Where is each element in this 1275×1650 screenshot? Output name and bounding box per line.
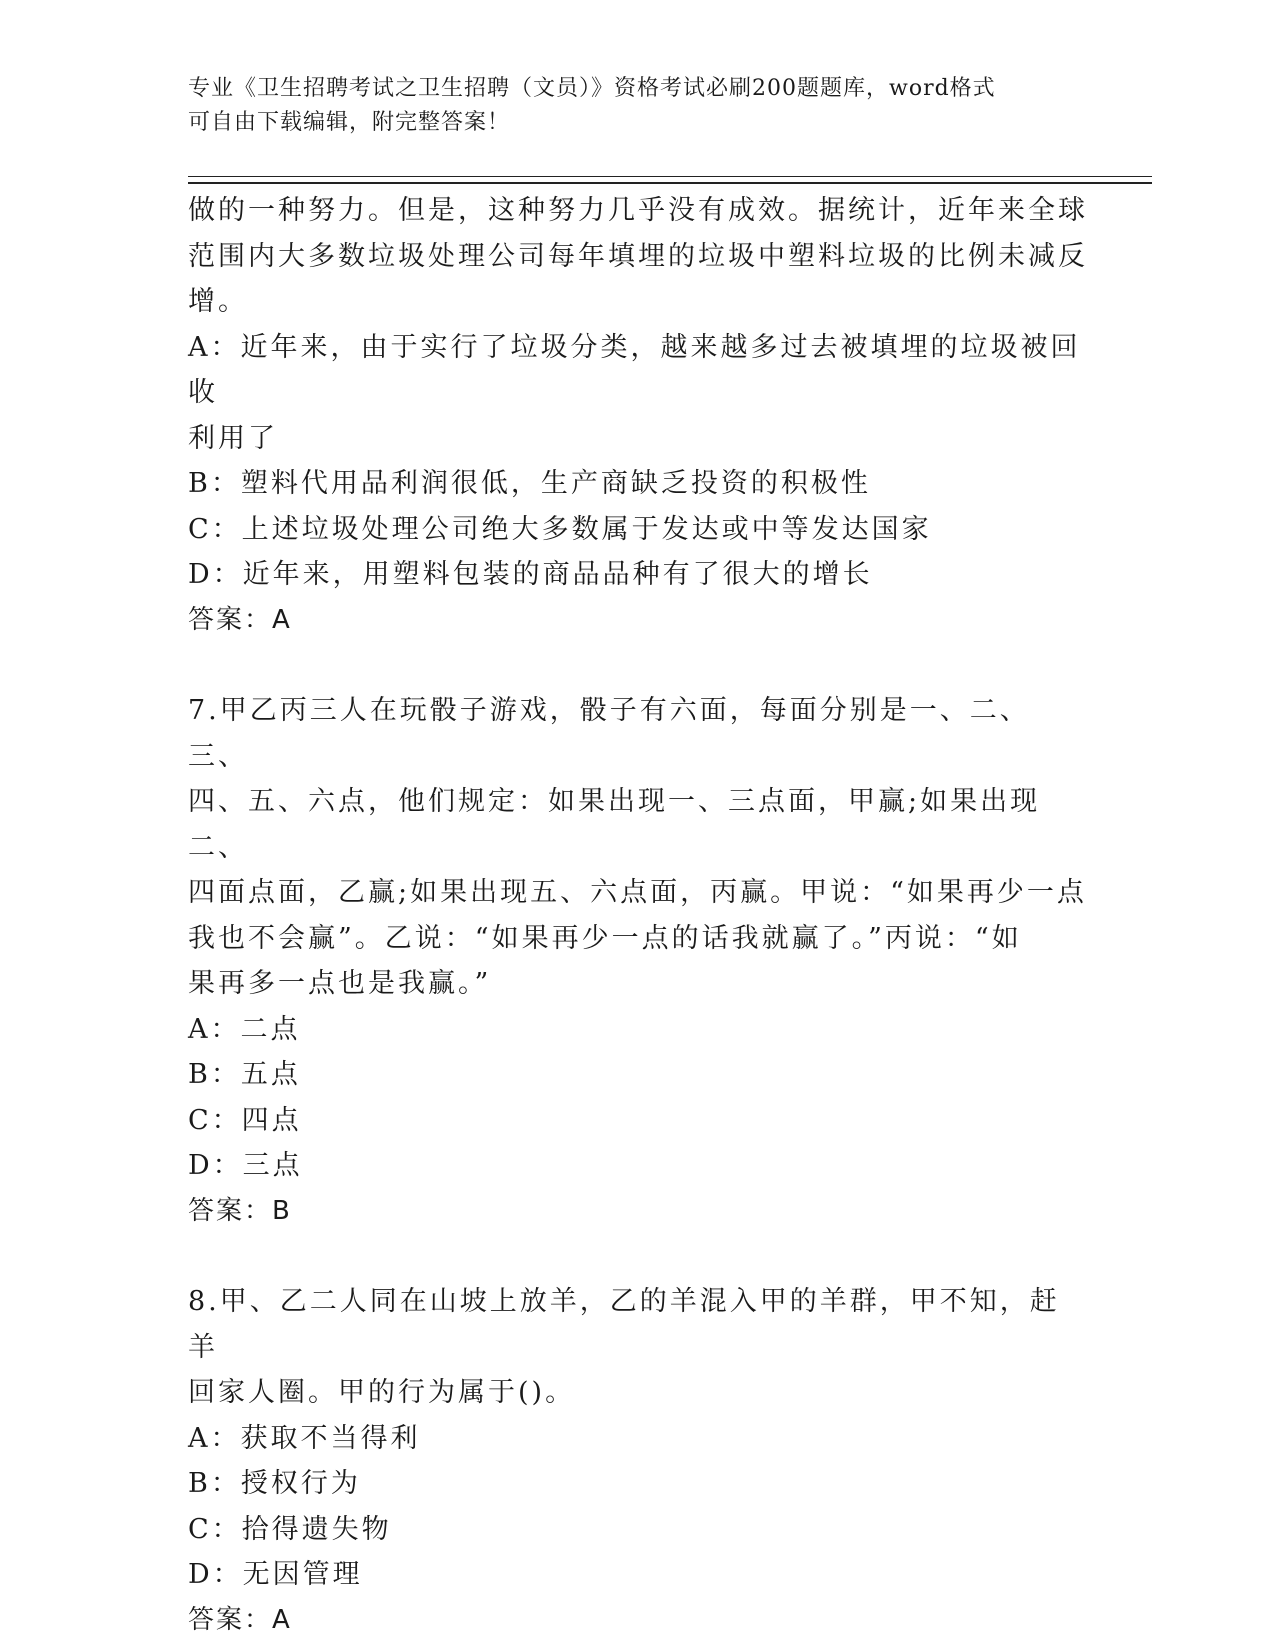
option-b: B：授权行为	[188, 1468, 361, 1499]
option-a-line-2: 利用了	[188, 422, 278, 454]
question-stem-line: 做的一种努力。但是，这种努力几乎没有成效。据统计，近年来全球	[188, 195, 1088, 226]
question-stem-line: 我也不会赢”。乙说：“如果再少一点的话我就赢了。”丙说：“如	[188, 922, 1022, 954]
option-a: A：获取不当得利	[188, 1422, 421, 1454]
question-stem-line: 7.甲乙丙三人在玩骰子游戏，骰子有六面，每面分别是一、二、三、	[188, 695, 1030, 772]
header-line-2: 可自由下载编辑，附完整答案！	[188, 110, 511, 135]
option-d: D：近年来，用塑料包装的商品品种有了很大的增长	[188, 559, 873, 590]
option-b: B：塑料代用品利润很低，生产商缺乏投资的积极性	[188, 468, 871, 499]
header-line-1: 专业《卫生招聘考试之卫生招聘（文员）》资格考试必刷200题题库，word格式	[188, 76, 996, 101]
question-stem-line: 四面点面，乙赢;如果出现五、六点面，丙赢。甲说：“如果再少一点	[188, 877, 1087, 908]
answer-line: 答案：A	[188, 604, 292, 635]
option-c: C：上述垃圾处理公司绝大多数属于发达或中等发达国家	[188, 513, 932, 545]
answer-line: 答案：A	[188, 1604, 292, 1635]
question-content	[188, 188, 1088, 1643]
option-c: C：拾得遗失物	[188, 1513, 392, 1545]
question-8	[188, 1279, 1088, 1643]
option-d: D：无因管理	[188, 1559, 363, 1590]
option-d: D：三点	[188, 1150, 303, 1181]
header-divider-thick	[188, 182, 1152, 184]
spacer	[188, 1234, 1088, 1279]
spacer	[188, 643, 1088, 688]
answer-line: 答案：B	[188, 1195, 292, 1226]
question-stem-line: 范围内大多数垃圾处理公司每年填埋的垃圾中塑料垃圾的比例未减反	[188, 240, 1088, 272]
question-stem-line: 8.甲、乙二人同在山坡上放羊，乙的羊混入甲的羊群，甲不知，赶羊	[188, 1286, 1060, 1363]
question-stem-line: 回家人圈。甲的行为属于()。	[188, 1377, 576, 1408]
question-stem-line: 增。	[188, 286, 248, 317]
option-b: B：五点	[188, 1059, 301, 1090]
document-header	[188, 72, 1088, 140]
question-stem-line: 四、五、六点，他们规定：如果出现一、三点面，甲赢;如果出现二、	[188, 786, 1041, 863]
question-7	[188, 688, 1088, 1234]
question-6	[188, 188, 1088, 643]
option-a	[188, 325, 1088, 462]
question-stem-line: 果再多一点也是我赢。”	[188, 968, 492, 999]
option-a-line-1: A：近年来，由于实行了垃圾分类，越来越多过去被填埋的垃圾被回收	[188, 331, 1081, 408]
header-divider-thin	[188, 176, 1152, 177]
option-c: C：四点	[188, 1104, 302, 1136]
option-a: A：二点	[188, 1013, 301, 1045]
